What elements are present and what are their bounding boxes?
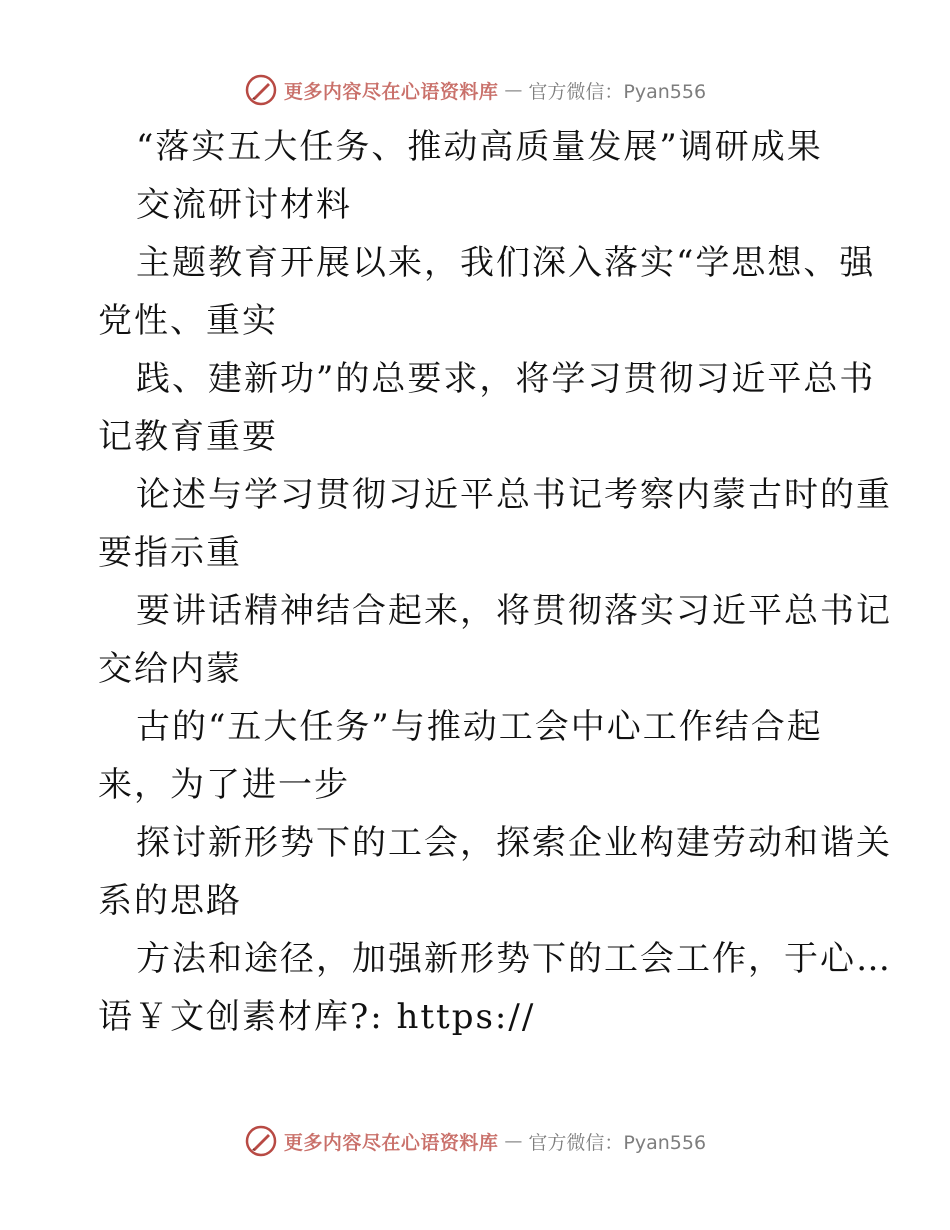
doc-line: 方法和途径，加强新形势下的工会工作，于心…	[136, 939, 892, 979]
doc-line: 主题教育开展以来，我们深入落实“学思想、强	[136, 243, 876, 283]
doc-line: 交给内蒙	[98, 649, 242, 689]
watermark-group	[244, 73, 706, 107]
watermark-separator: —	[504, 79, 523, 101]
doc-line: 要指示重	[98, 533, 242, 573]
doc-line: 古的“五大任务”与推动工会中心工作结合起	[136, 707, 823, 747]
doc-title: “落实五大任务、推动高质量发展”调研成果	[136, 127, 823, 167]
quill-logo-icon	[244, 73, 278, 107]
watermark-group	[244, 1124, 706, 1158]
watermark-contact: 官方微信：Pyan556	[528, 80, 707, 103]
doc-line: 践、建新功”的总要求，将学习贯彻习近平总书	[136, 359, 876, 399]
doc-line: 记教育重要	[98, 417, 278, 457]
doc-line: 探讨新形势下的工会，探索企业构建劳动和谐关	[136, 823, 892, 863]
doc-link-line: 语￥文创素材库?: https://	[98, 997, 536, 1037]
watermark-site-text: 更多内容尽在心语资料库	[283, 80, 499, 103]
doc-line: 要讲话精神结合起来，将贯彻落实习近平总书记	[136, 591, 892, 631]
watermark-separator: —	[504, 1130, 523, 1152]
header-watermark	[0, 70, 950, 110]
doc-line: 党性、重实	[98, 301, 278, 341]
watermark-contact: 官方微信：Pyan556	[528, 1131, 707, 1154]
document-body	[98, 118, 892, 1046]
doc-line: 来，为了进一步	[98, 765, 350, 805]
doc-subtitle: 交流研讨材料	[136, 185, 352, 225]
watermark-site-text: 更多内容尽在心语资料库	[283, 1131, 499, 1154]
doc-line: 系的思路	[98, 881, 242, 921]
doc-line: 论述与学习贯彻习近平总书记考察内蒙古时的重	[136, 475, 892, 515]
footer-watermark	[0, 1121, 950, 1161]
quill-logo-icon	[244, 1124, 278, 1158]
